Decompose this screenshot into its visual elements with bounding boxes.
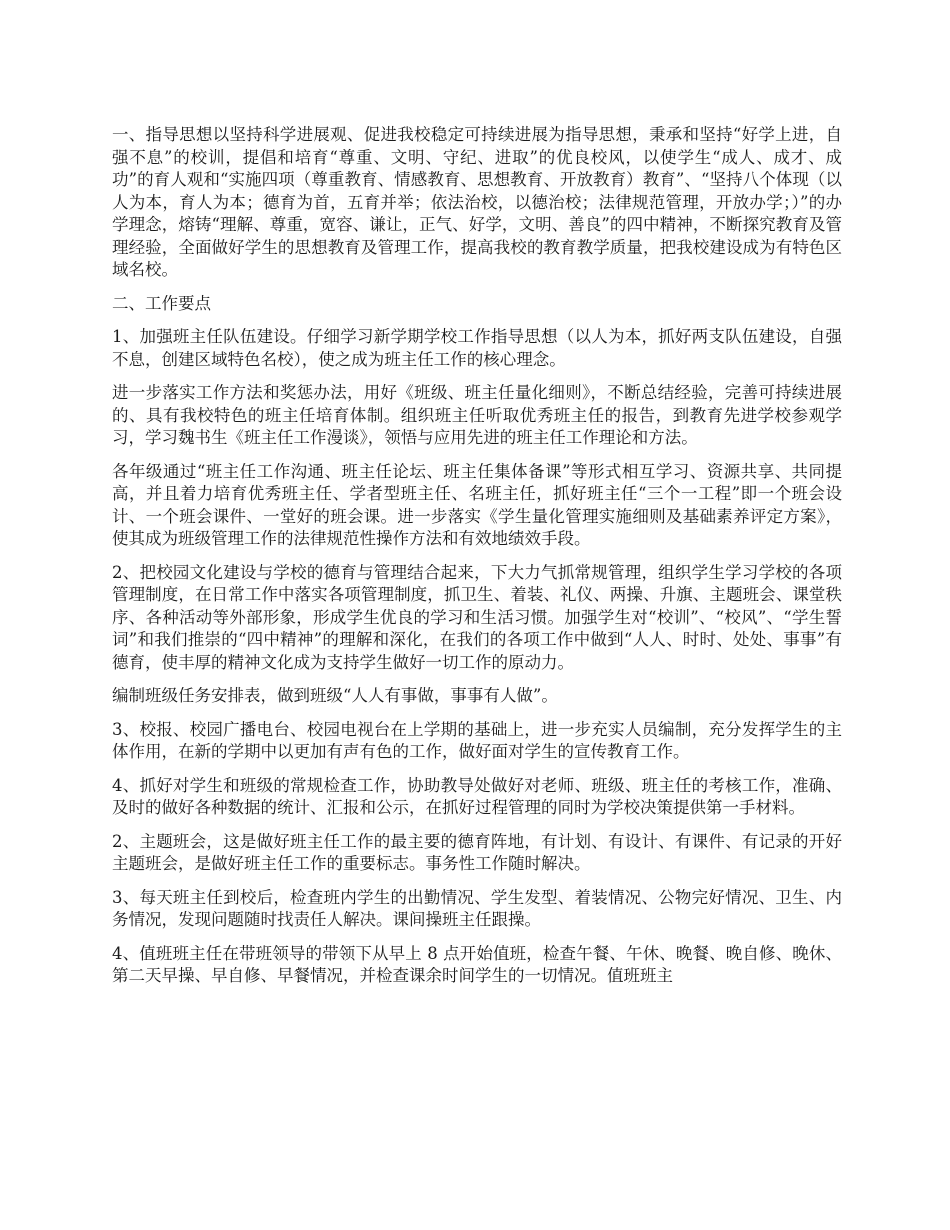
paragraph-guiding-thought: 一、指导思想以坚持科学进展观、促进我校稳定可持续进展为指导思想，秉承和坚持“好学上进，自强不息”的校训，提倡和培育“尊重、文明、守纪、进取”的优良校风，以使学生“成人、成才、成功”的育人观和“实施四项（尊重教育、情感教育、思想教育、开放教育）教育”、“坚持八个体现（以人为本，育人为本；德育为首，五育并举；依法治校，以德治校；法律规范管理，开放办学；）”的办学理念，熔铸“理解、尊重，宽容、谦让，正气、好学，文明、善良”的四中精神，不断探究教育及管理经验，全面做好学生的思想教育及管理工作，提高我校的教育教学质量，把我校建设成为有特色区域名校。 <box>112 125 842 279</box>
paragraph-theme-class-meeting: 2、主题班会，这是做好班主任工作的最主要的德育阵地，有计划、有设计、有课件、有记录的开好主题班会，是做好班主任工作的重要标志。事务性工作随时解决。 <box>112 831 842 873</box>
paragraph-daily-check: 3、每天班主任到校后，检查班内学生的出勤情况、学生发型、着装情况、公物完好情况、卫生、内务情况，发现问题随时找责任人解决。课间操班主任跟操。 <box>112 887 842 929</box>
paragraph-methods: 进一步落实工作方法和奖惩办法，用好《班级、班主任量化细则》，不断总结经验，完善可持续进展的、具有我校特色的班主任培育体制。组织班主任听取优秀班主任的报告，到教育先进学校参观学习，学习魏书生《班主任工作漫谈》，领悟与应用先进的班主任工作理论和方法。 <box>112 383 842 447</box>
paragraph-point-4: 4、抓好对学生和班级的常规检查工作，协助教导处做好对老师、班级、班主任的考核工作，准确、及时的做好各种数据的统计、汇报和公示，在抓好过程管理的同时为学校决策提供第一手材料。 <box>112 775 842 817</box>
paragraph-grade-exchange: 各年级通过“班主任工作沟通、班主任论坛、班主任集体备课”等形式相互学习、资源共享、共同提高，并且着力培育优秀班主任、学者型班主任、名班主任，抓好班主任“三个一工程”即一个班会设计、一个班会课件、一堂好的班会课。进一步落实《学生量化管理实施细则及基础素养评定方案》，使其成为班级管理工作的法律规范性操作方法和有效地绩效手段。 <box>112 461 842 548</box>
section-heading-work-points: 二、工作要点 <box>112 293 211 313</box>
paragraph-duty-teacher: 4、值班班主任在带班领导的带领下从早上 8 点开始值班，检查午餐、午休、晚餐、晚自修、晚休、第二天早操、早自修、早餐情况，并检查课余时间学生的一切情况。值班班主 <box>112 943 842 985</box>
paragraph-point-1: 1、加强班主任队伍建设。仔细学习新学期学校工作指导思想（以人为本，抓好两支队伍建设，自强不息，创建区域特色名校），使之成为班主任工作的核心理念。 <box>112 327 842 369</box>
document-body <box>112 124 842 999</box>
paragraph-task-schedule: 编制班级任务安排表，做到班级“人人有事做，事事有人做”。 <box>112 686 558 705</box>
paragraph-point-2: 2、把校园文化建设与学校的德育与管理结合起来，下大力气抓常规管理，组织学生学习学校的各项管理制度，在日常工作中落实各项管理制度，抓卫生、着装、礼仪、两操、升旗、主题班会、课堂秩序、各种活动等外部形象，形成学生优良的学习和生活习惯。加强学生对“校训”、“校风”、“学生誓词”和我们推崇的“四中精神”的理解和深化，在我们的各项工作中做到“人人、时时、处处、事事”有德育，使丰厚的精神文化成为支持学生做好一切工作的原动力。 <box>112 562 842 672</box>
paragraph-point-3: 3、校报、校园广播电台、校园电视台在上学期的基础上，进一步充实人员编制，充分发挥学生的主体作用，在新的学期中以更加有声有色的工作，做好面对学生的宣传教育工作。 <box>112 719 842 761</box>
